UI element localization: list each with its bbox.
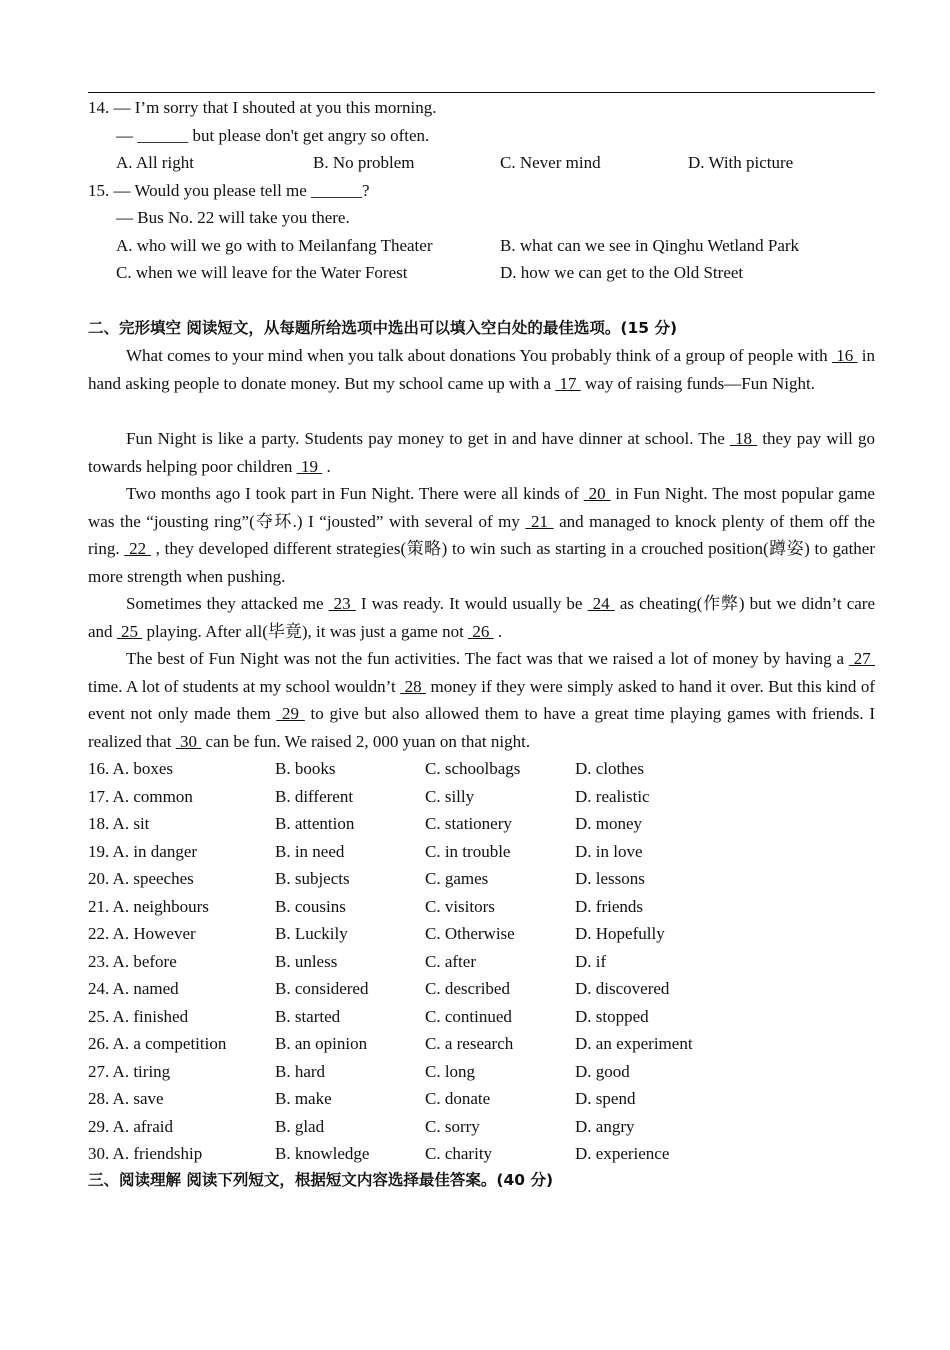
choice-22-option-b[interactable]: B. Luckily — [275, 924, 348, 943]
choice-24-option-c[interactable]: C. described — [425, 979, 510, 998]
blank-24: 24 — [587, 594, 615, 613]
choice-28-option-b[interactable]: B. make — [275, 1089, 332, 1108]
choice-16-option-b[interactable]: B. books — [275, 759, 336, 778]
choice-18-option-c[interactable]: C. stationery — [425, 814, 512, 833]
blank-25: 25 — [116, 621, 143, 641]
q15-option-a[interactable]: A. who will we go with to Meilanfang Theater — [116, 236, 433, 255]
choice-row-22 — [88, 924, 875, 944]
section3-heading: 三、阅读理解 阅读下列短文，根据短文内容选择最佳答案。(40 分) — [88, 1171, 554, 1189]
choice-24-option-b[interactable]: B. considered — [275, 979, 369, 998]
blank-19: 19 — [296, 456, 323, 476]
q14-reply: — ______ but please don't get angry so often. — [116, 126, 430, 145]
q15-stem: 15. — Would you please tell me ______? — [88, 181, 370, 200]
choice-30-option-d[interactable]: D. experience — [575, 1144, 670, 1163]
q14-option-a[interactable]: A. All right — [116, 153, 194, 172]
choice-23-option-b[interactable]: B. unless — [275, 951, 338, 971]
choice-22-option-d[interactable]: D. Hopefully — [575, 924, 665, 943]
choice-27-option-a[interactable]: 27. A. tiring — [88, 1061, 171, 1081]
choice-row-20 — [88, 869, 875, 889]
blank-27: 27 — [848, 649, 876, 668]
choice-17-option-a[interactable]: 17. A. common — [88, 786, 193, 806]
choice-16-option-c[interactable]: C. schoolbags — [425, 759, 521, 778]
choice-22-option-a[interactable]: 22. A. However — [88, 924, 196, 943]
passage-paragraph-5: The best of Fun Night was not the fun activities. The fact was that we raised a lot of money by having a 27 time. A lot of students at my school wouldn’t 28 money if they were simply asked to hand it over. But this kind of event not only made them 29 to give but also allowed them to have a great time playing games with friends. I realized that 30 can be fun. We raised 2, 000 yuan on that night. — [88, 649, 876, 751]
choice-row-29 — [88, 1117, 875, 1137]
passage-paragraph-1: What comes to your mind when you talk about donations You probably think of a group of people with 16 in hand asking people to donate money. But my school came up with a 17 way of raising funds—Fun Night. — [88, 346, 876, 393]
choice-21-option-d[interactable]: D. friends — [575, 896, 643, 916]
choice-29-option-b[interactable]: B. glad — [275, 1116, 325, 1136]
choice-16-option-d[interactable]: D. clothes — [575, 759, 644, 778]
blank-29: 29 — [276, 704, 305, 724]
choice-23-option-d[interactable]: D. if — [575, 951, 607, 971]
choice-28-option-c[interactable]: C. donate — [425, 1089, 491, 1108]
choice-24-option-d[interactable]: D. discovered — [575, 979, 670, 998]
q14-option-b[interactable]: B. No problem — [313, 153, 415, 172]
choice-row-28 — [88, 1089, 875, 1109]
blank-20: 20 — [583, 484, 611, 503]
choice-25-option-d[interactable]: D. stopped — [575, 1006, 649, 1026]
choice-20-option-c[interactable]: C. games — [425, 869, 489, 888]
choice-30-option-a[interactable]: 30. A. friendship — [88, 1144, 203, 1163]
choice-18-option-d[interactable]: D. money — [575, 814, 643, 833]
blank-26: 26 — [468, 621, 494, 641]
blank-23: 23 — [328, 594, 356, 613]
choice-23-option-c[interactable]: C. after — [425, 951, 476, 971]
choice-19-option-b[interactable]: B. in need — [275, 841, 345, 861]
header-rule — [88, 92, 875, 93]
choice-row-17 — [88, 787, 875, 807]
choice-17-option-c[interactable]: C. silly — [425, 786, 475, 806]
choice-25-option-a[interactable]: 25. A. finished — [88, 1006, 189, 1026]
choice-row-25 — [88, 1007, 875, 1027]
choice-27-option-d[interactable]: D. good — [575, 1061, 630, 1081]
choice-row-16 — [88, 759, 875, 779]
q14-stem: 14. — I’m sorry that I shouted at you this morning. — [88, 98, 437, 117]
choice-18-option-b[interactable]: B. attention — [275, 814, 355, 833]
choice-20-option-d[interactable]: D. lessons — [575, 869, 645, 888]
choice-20-option-b[interactable]: B. subjects — [275, 869, 350, 888]
passage-paragraph-3: Two months ago I took part in Fun Night. There were all kinds of 20 in Fun Night. The most popular game was the “jousting ring”(夺环.) I “jousted” with several of my 21 and managed to knock plenty of them off the ring. 22 , they developed different strategies(策略) to win such as starting in a crouched position(蹲姿) to gather more strength when pushing. — [88, 484, 876, 586]
choice-26-option-d[interactable]: D. an experiment — [575, 1034, 693, 1053]
choice-17-option-d[interactable]: D. realistic — [575, 786, 650, 806]
choice-25-option-c[interactable]: C. continued — [425, 1006, 512, 1026]
choice-21-option-c[interactable]: C. visitors — [425, 896, 495, 916]
choice-29-option-d[interactable]: D. angry — [575, 1116, 635, 1136]
choice-19-option-a[interactable]: 19. A. in danger — [88, 841, 198, 861]
blank-21: 21 — [525, 511, 554, 531]
choice-27-option-b[interactable]: B. hard — [275, 1061, 326, 1081]
blank-22: 22 — [124, 539, 151, 559]
choice-26-option-a[interactable]: 26. A. a competition — [88, 1034, 227, 1053]
section2-heading: 二、完形填空 阅读短文，从每题所给选项中选出可以填入空白处的最佳选项。(15 分) — [88, 319, 678, 337]
choice-18-option-a[interactable]: 18. A. sit — [88, 814, 150, 833]
choice-26-option-c[interactable]: C. a research — [425, 1034, 514, 1053]
choice-row-30 — [88, 1144, 875, 1164]
choice-17-option-b[interactable]: B. different — [275, 786, 354, 806]
choice-26-option-b[interactable]: B. an opinion — [275, 1034, 368, 1053]
q15-option-c[interactable]: C. when we will leave for the Water Forest — [116, 263, 408, 282]
blank-30: 30 — [175, 731, 202, 751]
choice-16-option-a[interactable]: 16. A. boxes — [88, 759, 173, 778]
passage-paragraph-4: Sometimes they attacked me 23 I was ready. It would usually be 24 as cheating(作弊) but we didn’t care and 25 playing. After all(毕竟), it was just a game not 26 . — [88, 594, 876, 641]
q15-reply: — Bus No. 22 will take you there. — [116, 208, 350, 227]
choice-19-option-d[interactable]: D. in love — [575, 841, 643, 861]
passage-paragraph-2: Fun Night is like a party. Students pay money to get in and have dinner at school. The 18 they pay will go towards helping poor children 19 . — [88, 429, 876, 476]
choice-27-option-c[interactable]: C. long — [425, 1061, 476, 1081]
blank-16: 16 — [831, 346, 858, 365]
choice-row-26 — [88, 1034, 875, 1054]
q15-option-b[interactable]: B. what can we see in Qinghu Wetland Park — [500, 236, 800, 255]
choice-22-option-c[interactable]: C. Otherwise — [425, 924, 515, 943]
choice-row-24 — [88, 979, 875, 999]
choice-28-option-a[interactable]: 28. A. save — [88, 1089, 164, 1108]
choice-30-option-b[interactable]: B. knowledge — [275, 1144, 370, 1163]
choice-row-27 — [88, 1062, 875, 1082]
blank-18: 18 — [729, 429, 758, 448]
choice-23-option-a[interactable]: 23. A. before — [88, 951, 177, 971]
choice-29-option-c[interactable]: C. sorry — [425, 1116, 480, 1136]
q15-option-d[interactable]: D. how we can get to the Old Street — [500, 263, 744, 282]
choice-row-18 — [88, 814, 875, 834]
choice-21-option-a[interactable]: 21. A. neighbours — [88, 896, 209, 916]
choice-24-option-a[interactable]: 24. A. named — [88, 979, 179, 998]
q14-option-c[interactable]: C. Never mind — [500, 153, 601, 172]
choice-29-option-a[interactable]: 29. A. afraid — [88, 1116, 173, 1136]
blank-17: 17 — [555, 373, 581, 393]
blank-28: 28 — [400, 676, 427, 696]
choice-row-23 — [88, 952, 875, 972]
choice-21-option-b[interactable]: B. cousins — [275, 896, 346, 916]
choice-19-option-c[interactable]: C. in trouble — [425, 841, 511, 861]
choice-25-option-b[interactable]: B. started — [275, 1006, 341, 1026]
choice-row-21 — [88, 897, 875, 917]
q14-option-d[interactable]: D. With picture — [688, 153, 794, 172]
choice-20-option-a[interactable]: 20. A. speeches — [88, 869, 194, 888]
choice-28-option-d[interactable]: D. spend — [575, 1089, 636, 1108]
choice-30-option-c[interactable]: C. charity — [425, 1144, 493, 1163]
choice-row-19 — [88, 842, 875, 862]
